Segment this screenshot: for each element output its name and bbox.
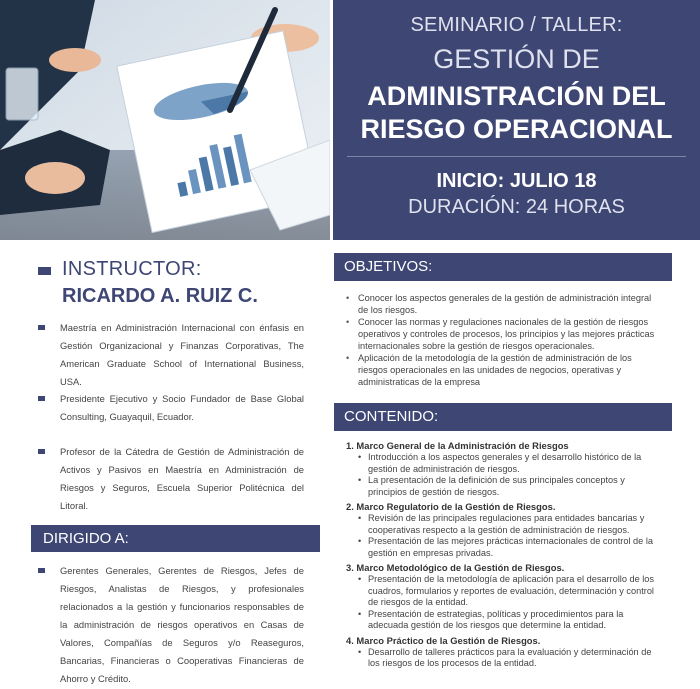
instructor-credentials-3 — [38, 443, 304, 515]
section-title: 3. Marco Metodológico de la Gestión de Riesgos. — [346, 562, 565, 573]
section-title: 1. Marco General de la Administración de Riesgos — [346, 440, 569, 451]
objetivo-item: • Conocer las normas y regulaciones nacionales de la gestión de riesgos operativos y controles de procesos, los principios y las mejores prácticas internacionales sobre la gestión de riesgos operacionales. — [346, 316, 658, 352]
section-item: • Presentación de la metodología de aplicación para el desarrollo de los cuadros, formularios y reportes de evaluación, determinación y control de riesgos de la entidad. — [358, 574, 662, 609]
dirigido-text: Gerentes Generales, Gerentes de Riesgos, Jefes de Riesgos, Analistas de Riesgos, y profesionales relacionados a la gestión y funcionarios responsables de la administración de riesgos operativos en Casas de Valores, Compañías de Seguros y/o Reaseguros, Bancarias, Financieras o Cooperativas Financieras de Ahorro y Crédito. — [38, 562, 304, 688]
title-main — [333, 80, 700, 146]
section-items — [346, 513, 662, 559]
section-title: 4. Marco Práctico de la Gestión de Riesgos. — [346, 634, 541, 646]
header-photo — [0, 0, 330, 240]
section-items — [346, 647, 662, 670]
instructor-credentials-2 — [38, 390, 304, 426]
business-meeting-illustration — [0, 0, 330, 240]
credential-item: Presidente Ejecutivo y Socio Fundador de Base Global Consulting, Guayaquil, Ecuador. — [38, 390, 304, 426]
dirigido-list — [38, 562, 304, 688]
section-title: 2. Marco Regulatorio de la Gestión de Riesgos. — [346, 501, 556, 512]
section-marker-icon — [38, 267, 51, 275]
credential-item: Maestría en Administración Internacional con énfasis en Gestión Organizacional y Finanzas Corporativas, The American Graduate School of International Business, USA. — [38, 319, 304, 391]
duration: DURACIÓN: 24 HORAS — [408, 196, 625, 218]
title-block — [333, 0, 700, 240]
instructor-name: RICARDO A. RUIZ C. — [62, 285, 258, 307]
section-item: • La presentación de la definición de sus principales conceptos y principios de gestión de riesgos. — [358, 475, 662, 498]
contenido-body — [346, 440, 662, 670]
objetivos-heading: OBJETIVOS: — [334, 253, 672, 281]
objetivo-item: • Conocer los aspectos generales de la gestión de administración integral de los riesgos. — [346, 292, 658, 316]
title-line-2: ADMINISTRACIÓN DEL — [367, 81, 666, 111]
title-divider — [347, 156, 686, 157]
section-item: • Presentación de estrategias, políticas y procedimientos para la adecuada gestión de los riesgos que determine la entidad. — [358, 609, 662, 632]
title-line-3: RIESGO OPERACIONAL — [360, 114, 673, 144]
section-item: • Desarrollo de talleres prácticos para la evaluación y determinación de los riesgos de los procesos de la entidad. — [358, 647, 662, 670]
objetivo-item: • Aplicación de la metodología de la gestión de administración de los riesgos operacionales en las unidades de negocios, operativas y administraticas de la empresa — [346, 352, 658, 388]
instructor-credentials — [38, 319, 304, 391]
section-item: • Presentación de las mejores prácticas internacionales de control de la gestión en empresas privadas. — [358, 536, 662, 559]
objetivos-list — [346, 292, 658, 388]
section-item: • Revisión de las principales regulaciones para entidades bancarias y cooperativas respecto a la gestión de administración de riesgos. — [358, 513, 662, 536]
contenido-heading: CONTENIDO: — [334, 403, 672, 431]
section-items — [346, 574, 662, 632]
instructor-label: INSTRUCTOR: — [62, 258, 202, 280]
dirigido-heading: DIRIGIDO A: — [31, 525, 320, 552]
title-line-1: GESTIÓN DE — [433, 44, 600, 74]
section-items — [346, 452, 662, 498]
section-item: • Introducción a los aspectos generales y el desarrollo histórico de la gestión de administración de riesgos. — [358, 452, 662, 475]
start-date: INICIO: JULIO 18 — [436, 170, 597, 192]
event-type: SEMINARIO / TALLER: — [410, 14, 623, 36]
credential-item: Profesor de la Cátedra de Gestión de Administración de Activos y Pasivos en Maestría en Administración de Riesgos y Seguros, Escuela Superior Politécnica del Litoral. — [38, 443, 304, 515]
